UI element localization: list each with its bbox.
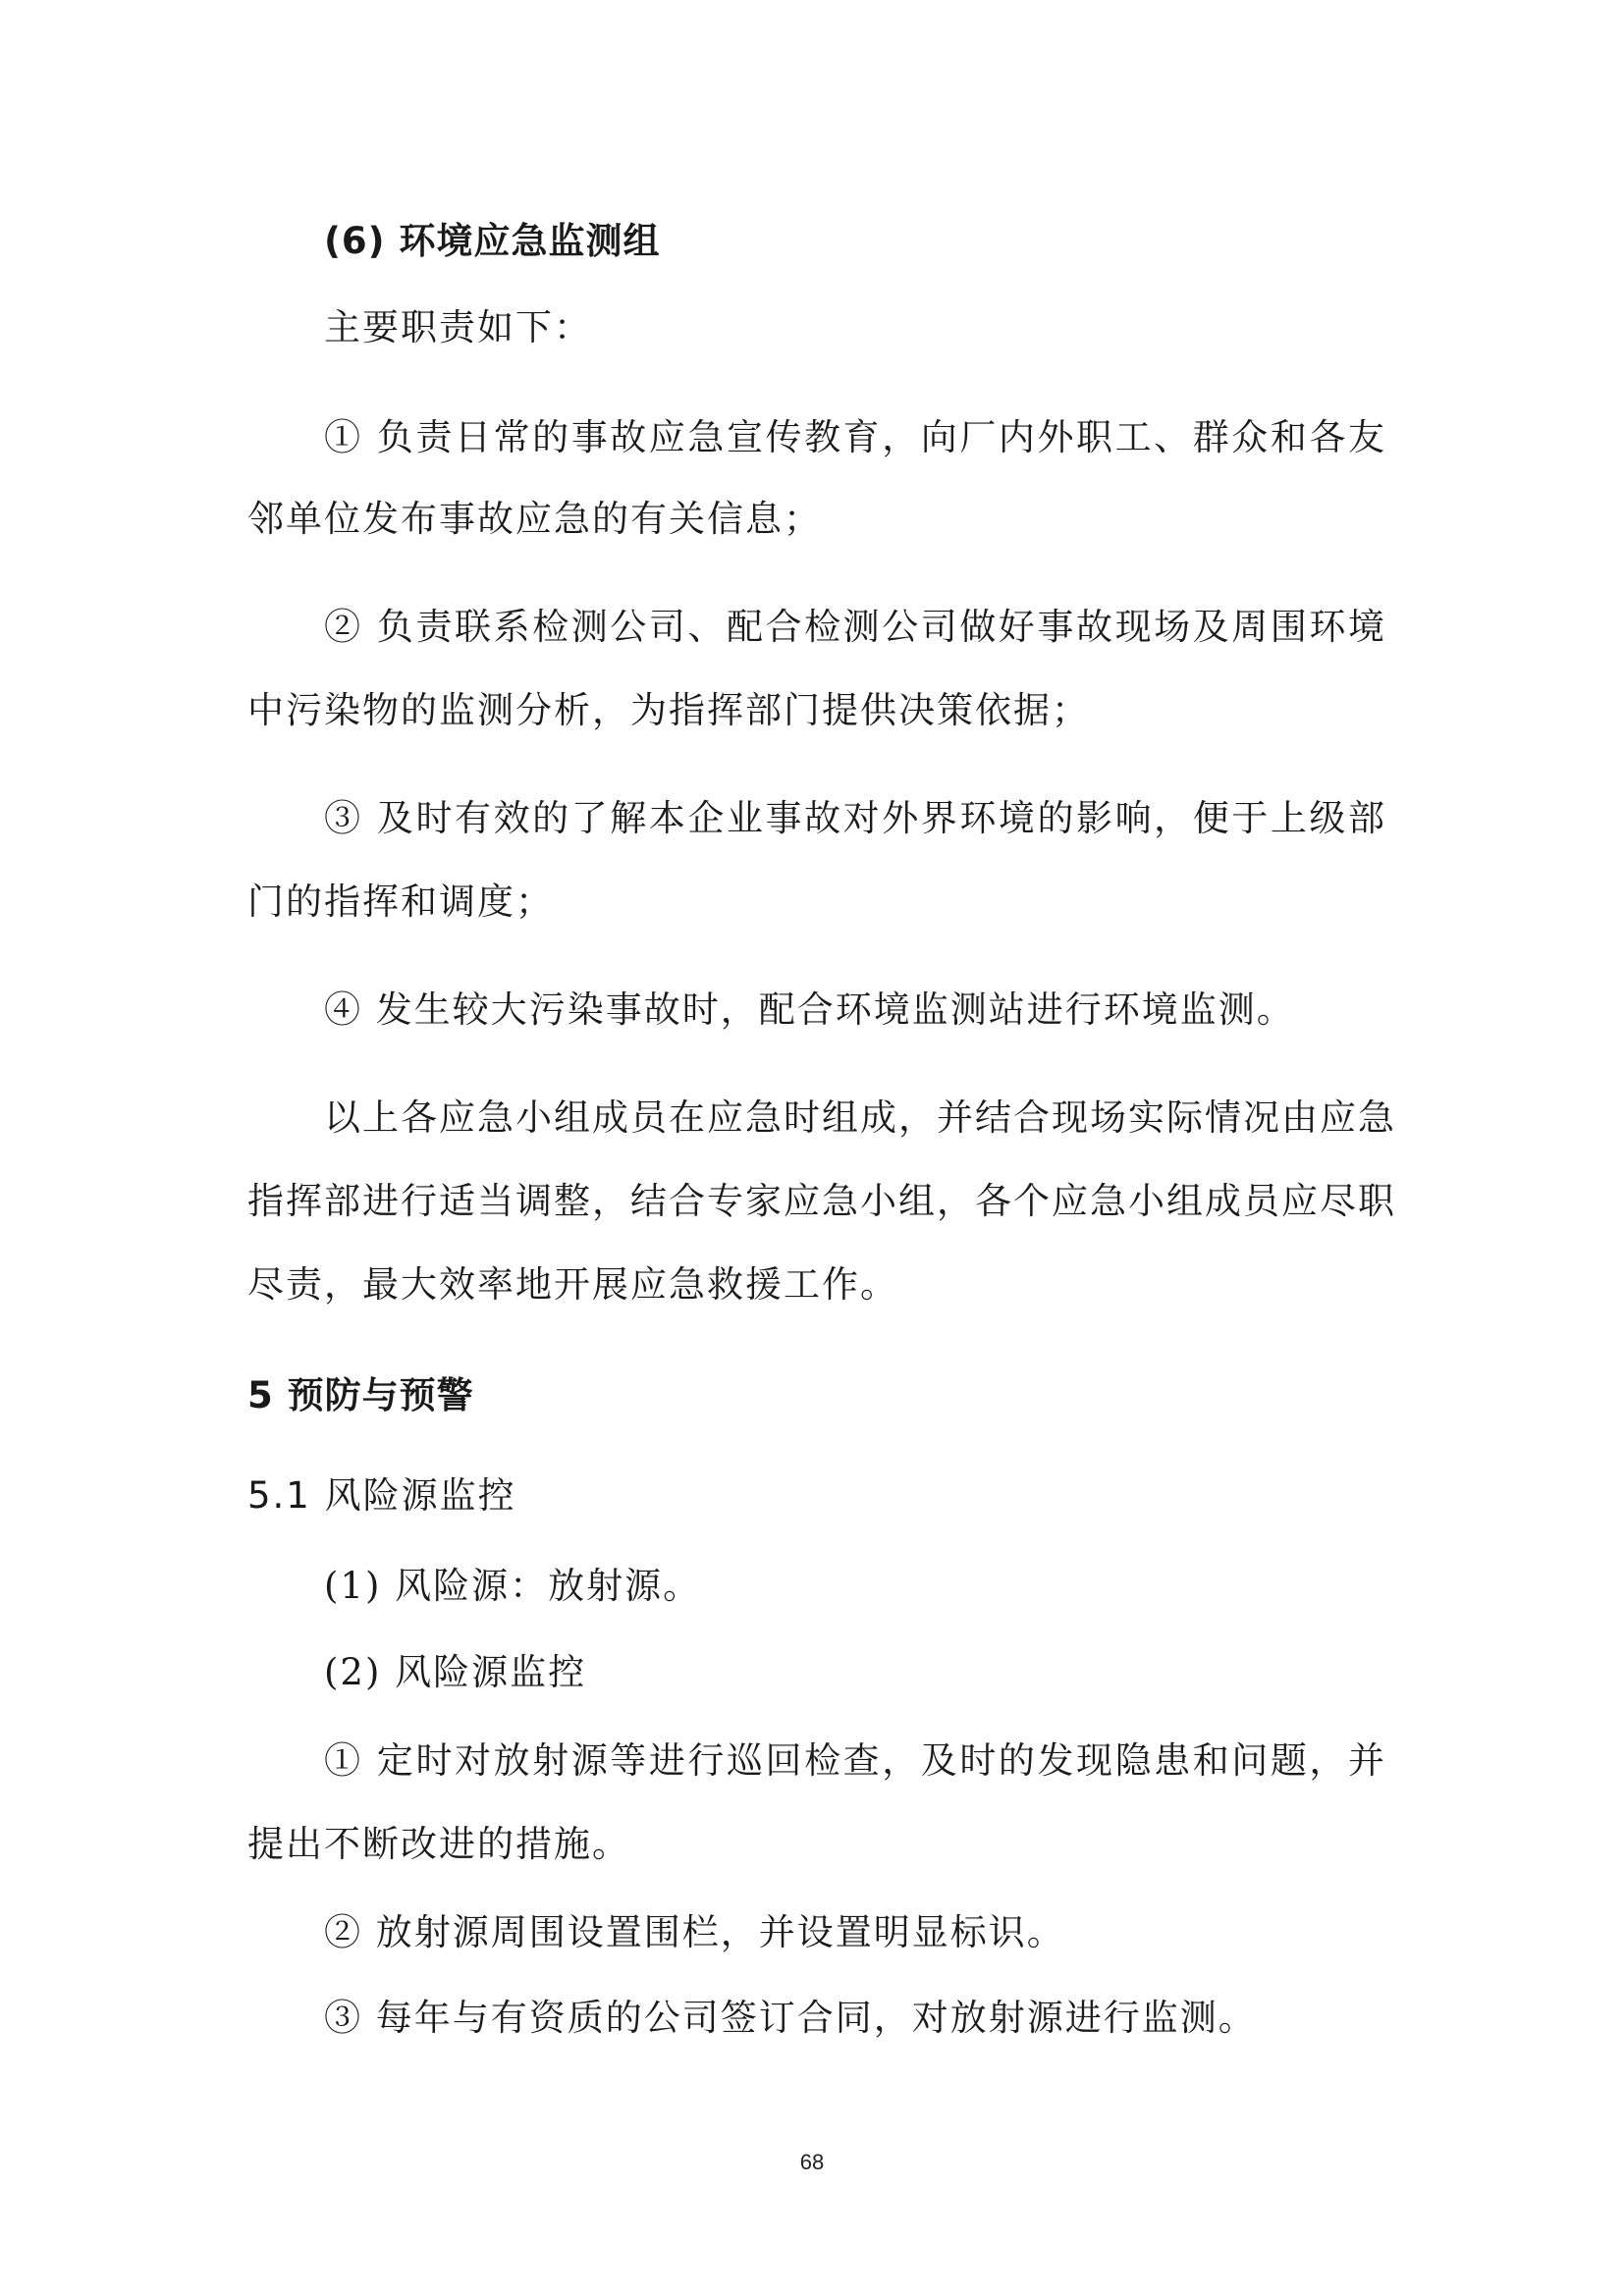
monitoring-item-1-line2: 提出不断改进的措施。 — [247, 1823, 630, 1865]
subsection-heading-risk-source-monitoring: 5.1 风险源监控 — [247, 1474, 516, 1517]
responsibilities-intro: 主要职责如下： — [324, 306, 592, 348]
monitoring-item-3-line1: ③ 每年与有资质的公司签订合同，对放射源进行监测。 — [324, 1997, 1257, 2039]
responsibility-2-line1: ② 负责联系检测公司、配合检测公司做好事故现场及周围环境 — [324, 606, 1386, 648]
responsibility-2-line2: 中污染物的监测分析，为指挥部门提供决策依据； — [247, 689, 1090, 731]
summary-line1: 以上各应急小组成员在应急时组成，并结合现场实际情况由应急 — [324, 1096, 1396, 1139]
page-number: 68 — [799, 2150, 825, 2174]
responsibility-3-line1: ③ 及时有效的了解本企业事故对外界环境的影响，便于上级部 — [324, 797, 1386, 839]
section-heading-prevention-warning: 5 预防与预警 — [247, 1374, 474, 1416]
summary-line2: 指挥部进行适当调整，结合专家应急小组，各个应急小组成员应尽职 — [247, 1180, 1396, 1222]
point-2-risk-source-monitoring: (2) 风险源监控 — [324, 1651, 587, 1693]
summary-line3: 尽责，最大效率地开展应急救援工作。 — [247, 1263, 898, 1306]
responsibility-1-line2: 邻单位发布事故应急的有关信息； — [247, 498, 822, 540]
section-heading-emergency-monitoring: (6) 环境应急监测组 — [324, 220, 661, 262]
responsibility-1-line1: ① 负责日常的事故应急宣传教育，向厂内外职工、群众和各友 — [324, 416, 1386, 458]
responsibility-3-line2: 门的指挥和调度； — [247, 881, 554, 923]
monitoring-item-2-line1: ② 放射源周围设置围栏，并设置明显标识。 — [324, 1911, 1065, 1953]
responsibility-4-line1: ④ 发生较大污染事故时，配合环境监测站进行环境监测。 — [324, 988, 1295, 1031]
point-1-risk-source: (1) 风险源：放射源。 — [324, 1565, 702, 1607]
monitoring-item-1-line1: ① 定时对放射源等进行巡回检查，及时的发现隐患和问题，并 — [324, 1739, 1386, 1782]
